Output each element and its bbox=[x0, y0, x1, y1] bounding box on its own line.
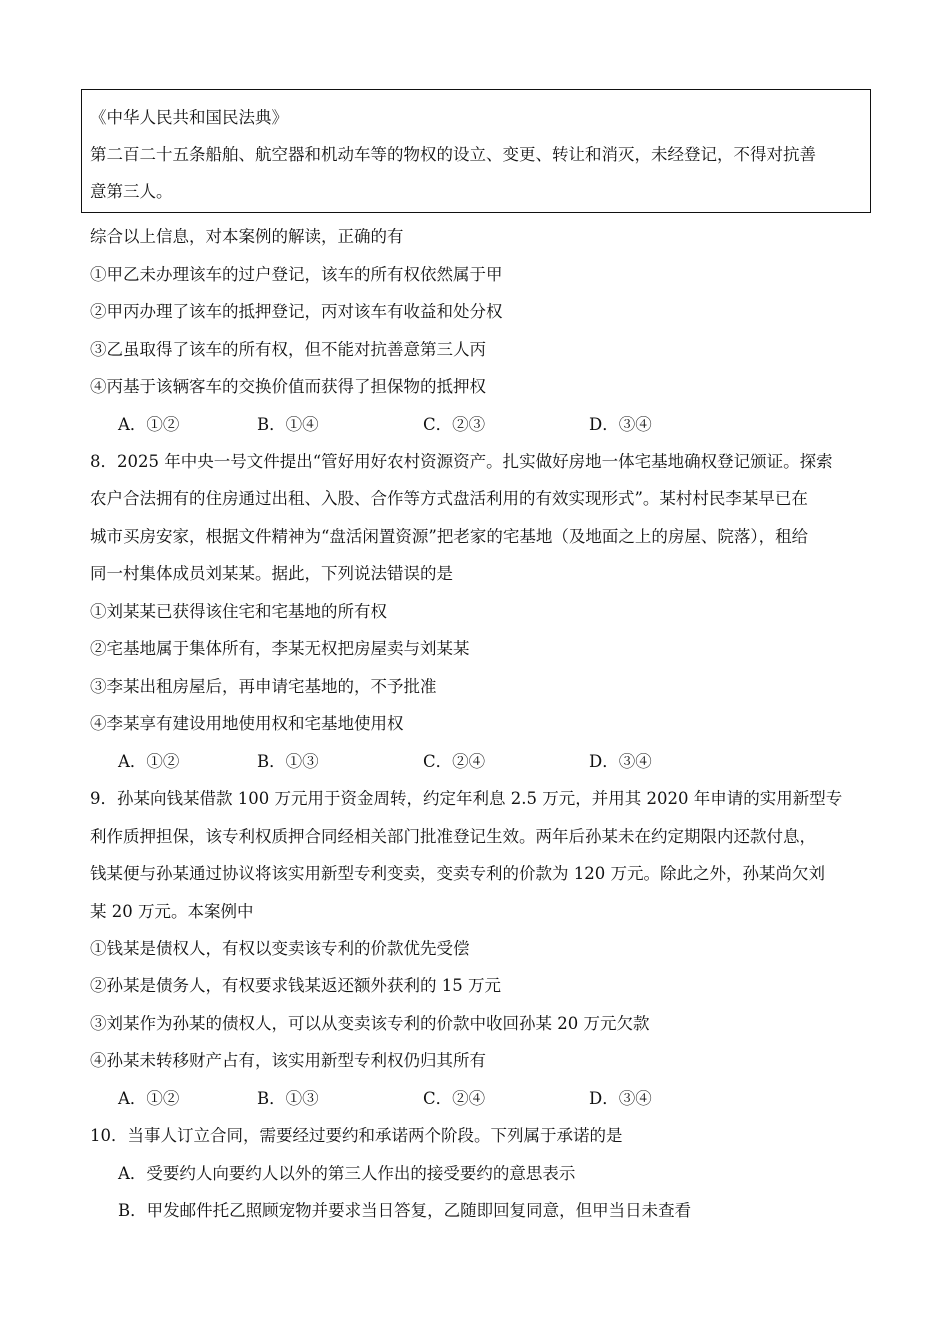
question-8-text: 8．2025 年中央一号文件提出“管好用好农村资源资产。扎实做好房地一体宅基地确权登记颁证。探索 bbox=[90, 452, 833, 471]
statement-item: ③乙虽取得了该车的所有权，但不能对抗善意第三人丙 bbox=[90, 340, 486, 359]
law-article-line: 意第三人。 bbox=[90, 182, 173, 201]
law-article-line: 第二百二十五条船舶、航空器和机动车等的物权的设立、变更、转让和消灭，未经登记，不得对抗善 bbox=[90, 145, 816, 164]
option-b[interactable]: B．①④ bbox=[257, 415, 319, 434]
statement-item: ①刘某某已获得该住宅和宅基地的所有权 bbox=[90, 602, 387, 621]
option-b[interactable]: B．①③ bbox=[257, 752, 319, 771]
option-c[interactable]: C．②④ bbox=[423, 752, 486, 771]
option-d[interactable]: D．③④ bbox=[589, 752, 652, 771]
statement-item: ②孙某是债务人，有权要求钱某返还额外获利的 15 万元 bbox=[90, 976, 501, 995]
option-b[interactable]: B．①③ bbox=[257, 1089, 319, 1108]
statement-item: ①钱某是债权人，有权以变卖该专利的价款优先受偿 bbox=[90, 939, 470, 958]
question-8-text: 同一村集体成员刘某某。据此，下列说法错误的是 bbox=[90, 564, 453, 583]
statement-item: ②甲丙办理了该车的抵押登记，丙对该车有收益和处分权 bbox=[90, 302, 503, 321]
option-a[interactable]: A．①② bbox=[118, 415, 180, 434]
statement-item: ④李某享有建设用地使用权和宅基地使用权 bbox=[90, 714, 404, 733]
choice-a[interactable]: A．受要约人向要约人以外的第三人作出的接受要约的意思表示 bbox=[118, 1164, 576, 1183]
option-d[interactable]: D．③④ bbox=[589, 415, 652, 434]
question-9-text: 9．孙某向钱某借款 100 万元用于资金周转，约定年利息 2.5 万元，并用其 2020 年申请的实用新型专 bbox=[90, 789, 843, 808]
statement-item: ④孙某未转移财产占有，该实用新型专利权仍归其所有 bbox=[90, 1051, 486, 1070]
option-c[interactable]: C．②③ bbox=[423, 415, 486, 434]
question-8-text: 农户合法拥有的住房通过出租、入股、合作等方式盘活利用的有效实现形式”。某村村民李某早已在 bbox=[90, 489, 808, 508]
option-a[interactable]: A．①② bbox=[118, 752, 180, 771]
question-9-text: 某 20 万元。本案例中 bbox=[90, 902, 254, 921]
option-a[interactable]: A．①② bbox=[118, 1089, 180, 1108]
question-9-text: 利作质押担保，该专利权质押合同经相关部门批准登记生效。两年后孙某未在约定期限内还款付息， bbox=[90, 827, 816, 846]
question-9-text: 钱某便与孙某通过协议将该实用新型专利变卖，变卖专利的价款为 120 万元。除此之外，孙某尚欠刘 bbox=[90, 864, 825, 883]
statement-item: ③李某出租房屋后，再申请宅基地的，不予批准 bbox=[90, 677, 437, 696]
statement-item: ③刘某作为孙某的债权人，可以从变卖该专利的价款中收回孙某 20 万元欠款 bbox=[90, 1014, 650, 1033]
option-d[interactable]: D．③④ bbox=[589, 1089, 652, 1108]
statement-item: ④丙基于该辆客车的交换价值而获得了担保物的抵押权 bbox=[90, 377, 486, 396]
statement-item: ②宅基地属于集体所有，李某无权把房屋卖与刘某某 bbox=[90, 639, 470, 658]
question-10-stem: 10．当事人订立合同，需要经过要约和承诺两个阶段。下列属于承诺的是 bbox=[90, 1126, 623, 1145]
statement-item: ①甲乙未办理该车的过户登记，该车的所有权依然属于甲 bbox=[90, 265, 503, 284]
question-8-text: 城市买房安家，根据文件精神为“盘活闲置资源”把老家的宅基地（及地面之上的房屋、院落），租给 bbox=[90, 527, 809, 546]
option-c[interactable]: C．②④ bbox=[423, 1089, 486, 1108]
question-7-stem: 综合以上信息，对本案例的解读，正确的有 bbox=[90, 227, 404, 246]
choice-b[interactable]: B．甲发邮件托乙照顾宠物并要求当日答复，乙随即回复同意，但甲当日未查看 bbox=[118, 1201, 692, 1220]
law-title: 《中华人民共和国民法典》 bbox=[90, 108, 288, 127]
